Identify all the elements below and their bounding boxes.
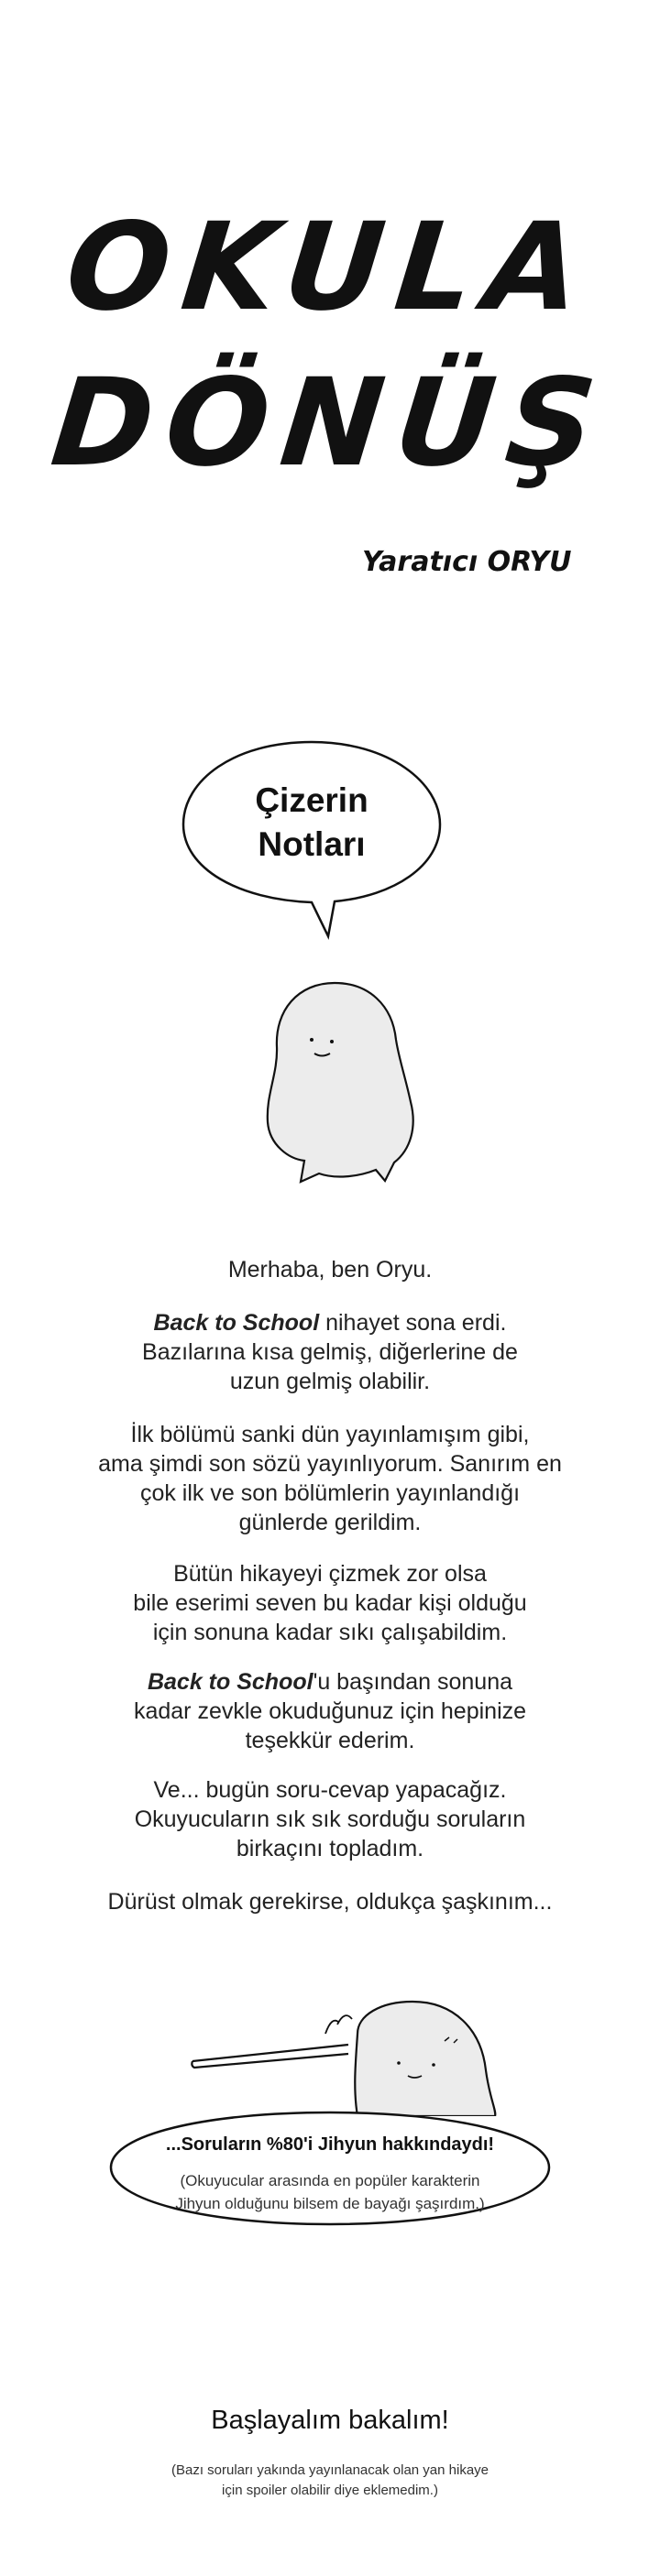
speech-bubble-text [174, 779, 449, 867]
paragraph-1 [55, 1255, 605, 1284]
question-bubble-main: ...Soruların %80'i Jihyun hakkındaydı! [165, 2134, 495, 2155]
start-heading: Başlayalım bakalım! [211, 2406, 449, 2435]
paragraph-3-line-2: ama şimdi son sözü yayınlıyorum. Sanırım en [98, 1451, 562, 1477]
paragraph-2-line-2: Bazılarına kısa gelmiş, diğerlerine de [142, 1339, 518, 1365]
ghost-character-pointing-icon [174, 1997, 559, 2116]
spoiler-note [92, 2461, 568, 2501]
paragraph-3-line-4: günlerde gerildim. [238, 1510, 422, 1535]
paragraph-3 [55, 1420, 605, 1537]
book-title-emphasis: Back to School [153, 1310, 320, 1336]
paragraph-5-rest: 'u başından sonuna [313, 1669, 513, 1695]
question-bubble-sub [119, 2169, 541, 2215]
speech-bubble-line-1: Çizerin [255, 781, 368, 819]
speech-bubble-line-2: Notları [258, 825, 366, 863]
spoiler-note-line-2: için spoiler olabilir diye eklemedim.) [222, 2483, 438, 2498]
paragraph-6-line-3: birkaçını topladım. [236, 1836, 424, 1861]
paragraph-7 [55, 1887, 605, 1916]
title-line-1: OKULA [60, 197, 600, 338]
ghost-character-icon [248, 966, 431, 1186]
creator-credit: Yaratıcı ORYU [362, 546, 572, 578]
title-line-2: DÖNÜŞ [45, 353, 615, 494]
paragraph-7-text: Dürüst olmak gerekirse, oldukça şaşkınım... [107, 1889, 553, 1915]
paragraph-3-line-1: İlk bölümü sanki dün yayınlamışım gibi, [130, 1422, 530, 1447]
book-title-emphasis-2: Back to School [147, 1669, 314, 1695]
paragraph-3-line-3: çok ilk ve son bölümlerin yayınlandığı [139, 1480, 521, 1506]
question-bubble-sub-line-1: (Okuyucular arasında en popüler karakterin [180, 2172, 480, 2189]
spoiler-note-line-1: (Bazı soruları yakında yayınlanacak olan yan hikaye [170, 2462, 490, 2478]
question-bubble-sub-line-2: Jihyun olduğunu bilsem de bayağı şaşırdım.) [175, 2195, 485, 2212]
paragraph-6-line-1: Ve... bugün soru-cevap yapacağız. [153, 1777, 507, 1803]
paragraph-4 [55, 1559, 605, 1647]
paragraph-2 [55, 1308, 605, 1396]
paragraph-5-line-3: teşekkür ederim. [245, 1728, 415, 1753]
paragraph-2-rest: nihayet sona erdi. [319, 1310, 507, 1336]
paragraph-1-text: Merhaba, ben Oryu. [227, 1257, 433, 1283]
paragraph-4-line-3: için sonuna kadar sıkı çalışabildim. [152, 1620, 508, 1645]
paragraph-2-line-3: uzun gelmiş olabilir. [229, 1369, 431, 1394]
paragraph-4-line-1: Bütün hikayeyi çizmek zor olsa [173, 1561, 487, 1587]
paragraph-5 [55, 1667, 605, 1755]
paragraph-4-line-2: bile eserimi seven bu kadar kişi olduğu [133, 1590, 527, 1616]
paragraph-6 [55, 1775, 605, 1863]
paragraph-6-line-2: Okuyucuların sık sık sorduğu soruların [134, 1806, 526, 1832]
paragraph-5-line-2: kadar zevkle okuduğunuz için hepinize [133, 1698, 527, 1724]
